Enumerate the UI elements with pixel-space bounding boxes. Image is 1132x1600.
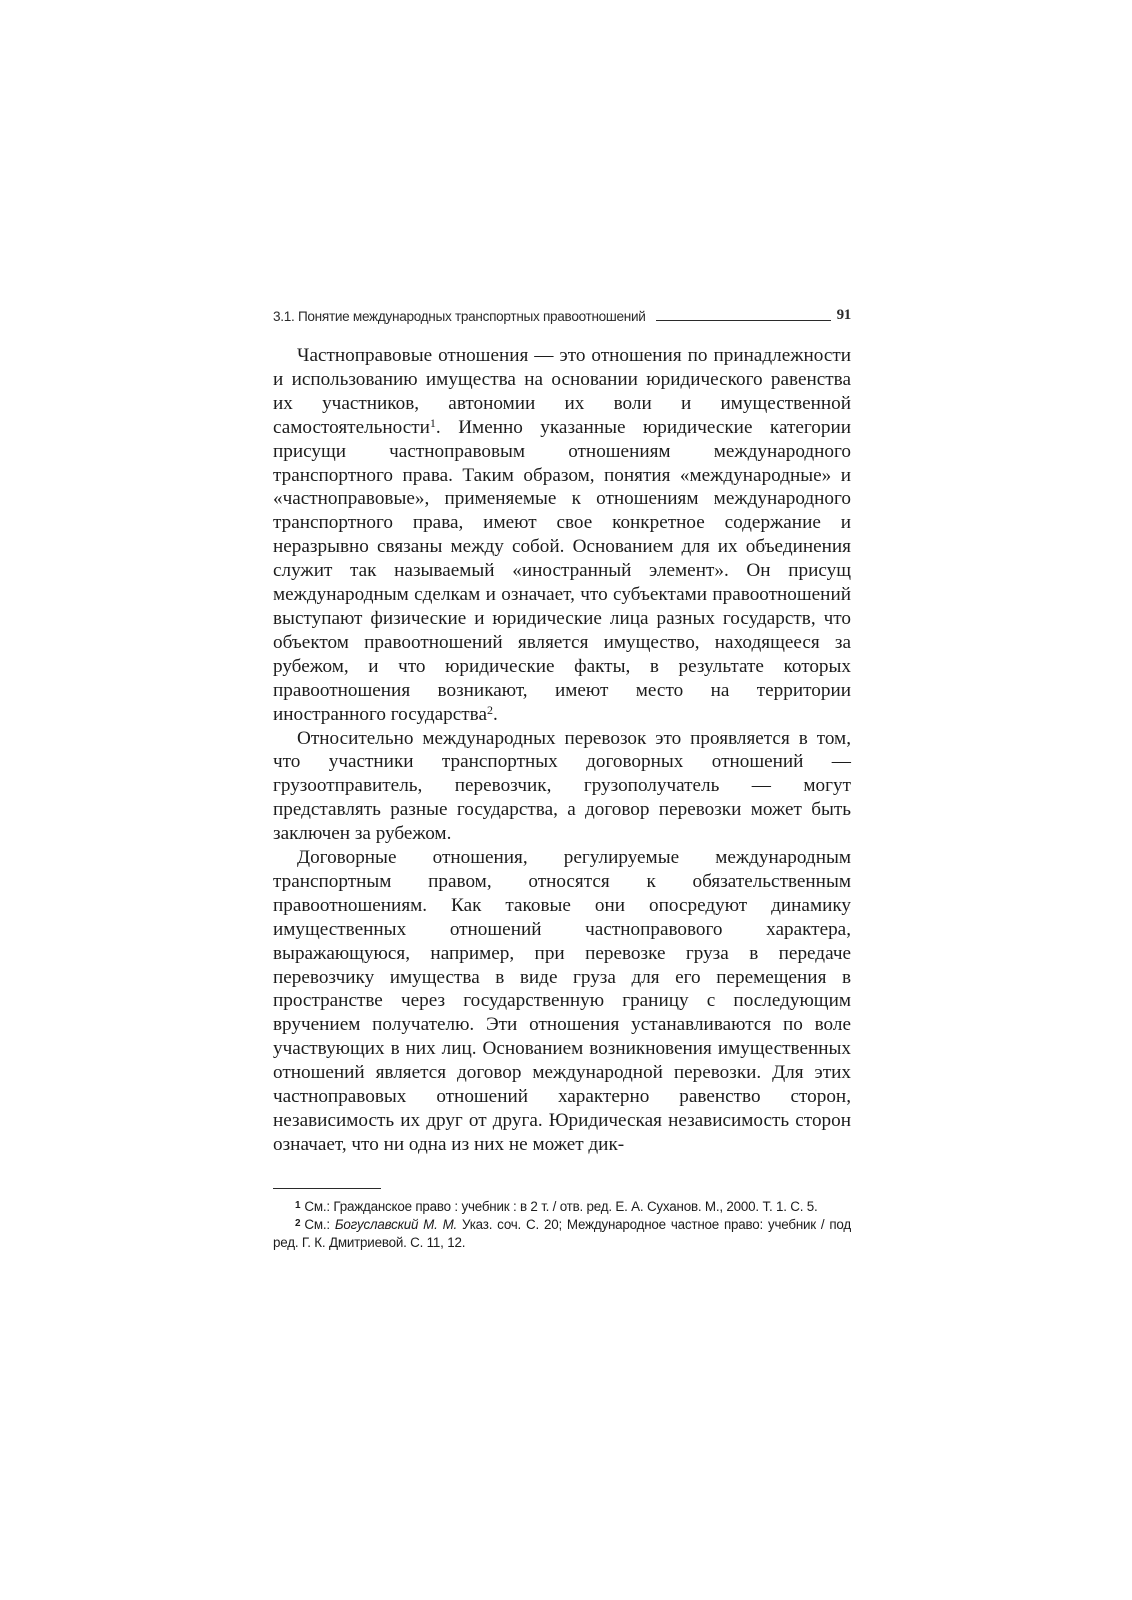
book-page xyxy=(273,300,851,1251)
running-header xyxy=(273,300,851,324)
paragraph-3: Договорные отношения, регулируемые международным транспортным правом, относятся к обязательственным правоотношениям. Как таковые они опосредуют динамику имущественных отношений частноправового характера, выражающуюся, например, при перевозке груза в передаче перевозчику имущества в виде груза для его перемещения в пространстве через государственную границу с последующим вручением получателю. Эти отношения устанавливаются по воле участвующих в них лиц. Основанием возникновения имущественных отношений является договор международной перевозки. Для этих частноправовых отношений характерно равенство сторон, независимость их друг от друга. Юридическая независимость сторон означает, что ни одна из них не может дик- xyxy=(273,847,851,1155)
footnote-ref-1: 1 xyxy=(429,415,436,430)
footnote-1-text: См.: Гражданское право : учебник : в 2 т. / отв. ред. Е. А. Суханов. М., 2000. Т. 1. С. 5. xyxy=(304,1198,818,1214)
footnote-2-number: 2 xyxy=(295,1218,301,1230)
paragraph-2: Относительно международных перевозок это проявляется в том, что участники транспортных договорных отношений — грузоотправитель, перевозчик, грузополучатель — могут представлять разные государства, а договор перевозки может быть заключен за рубежом. xyxy=(273,727,851,845)
footnote-ref-2: 2 xyxy=(486,702,493,717)
header-rule xyxy=(656,320,831,321)
footnote-separator xyxy=(273,1188,381,1189)
footnote-1-number: 1 xyxy=(295,1199,301,1211)
running-title: 3.1. Понятие международных транспортных правоотношений xyxy=(273,309,646,324)
paragraph-1-part-b: . Именно указанные юридические категории присущи частноправовым отношениям международного транспортного права. Таким образом, понятия «международные» и «частноправовые», применяемые к отношениям международного транспортного права, имеют свое конкретное содержание и неразрывно связаны между собой. Основанием для их объединения служит так называемый «иностранный элемент». Он присущ международным сделкам и означает, что субъектами правоотношений выступают физические и юридические лица разных государств, что объектом правоотношений является имущество, находящееся за рубежом, и что юридические факты, в результате которых правоотношения возникают, имеют место на территории иностранного государства xyxy=(273,416,851,725)
footnote-2-text: Указ. соч. С. 20; Международное частное право: учебник / под ред. Г. К. Дмитриевой. С. 11, 12. xyxy=(273,1217,851,1250)
paragraph-1-part-a: Частноправовые отношения — это отношения по принадлежности и использованию имущества на основании юридического равенства их участников, автономии их воли и имущественной самостоятельности xyxy=(273,345,851,438)
footnote-2-author: Богуславский М. М. xyxy=(334,1217,458,1233)
footnote-1 xyxy=(273,1197,851,1216)
body-text xyxy=(273,344,851,1157)
paragraph-1-part-c: . xyxy=(492,703,498,725)
footnotes xyxy=(273,1197,851,1252)
page-number: 91 xyxy=(836,307,851,323)
footnote-2-prefix: См.: xyxy=(304,1217,335,1233)
paragraph-1 xyxy=(273,344,851,727)
footnote-2 xyxy=(273,1215,851,1251)
